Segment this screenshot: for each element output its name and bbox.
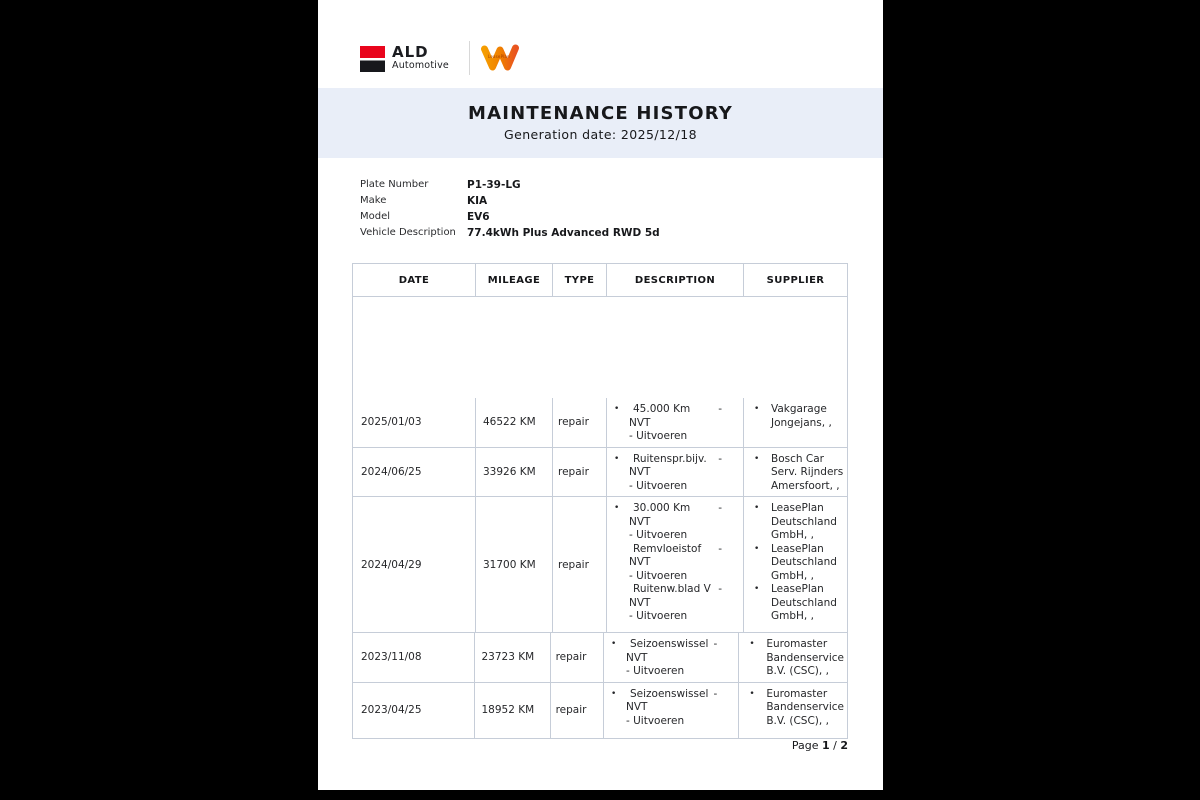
document-header xyxy=(360,41,520,75)
column-header-date: DATE xyxy=(353,264,476,296)
row-date: 2023/04/25 xyxy=(353,683,475,738)
bullet-icon: • xyxy=(754,404,760,414)
description-item-name: 45.000 Km xyxy=(633,403,691,415)
vehicle-field-label: Model xyxy=(360,211,391,222)
row-mileage: 31700 KM xyxy=(476,497,553,632)
page-title: MAINTENANCE HISTORY xyxy=(467,103,734,124)
leaseplan-logo xyxy=(480,42,520,74)
column-header-type: TYPE xyxy=(553,264,607,296)
row-description xyxy=(607,497,744,632)
row-type: repair xyxy=(553,448,607,497)
vehicle-info-row xyxy=(360,177,660,193)
supplier-name: Euromaster Bandenservice B.V. (CSC), , xyxy=(766,687,845,727)
description-line: - Uitvoeren xyxy=(629,569,688,582)
bullet-icon: • xyxy=(614,404,620,414)
row-description xyxy=(607,398,744,447)
description-group xyxy=(611,638,734,679)
row-type: repair xyxy=(551,633,604,682)
description-item-name: Ruitenw.blad V xyxy=(633,583,711,595)
row-description xyxy=(604,683,739,738)
generation-date: Generation date: 2025/12/18 xyxy=(504,127,697,142)
vehicle-field-label: Plate Number xyxy=(360,179,429,190)
description-line xyxy=(629,403,739,417)
description-line: NVT xyxy=(629,596,651,609)
description-line: NVT xyxy=(625,701,648,713)
row-supplier xyxy=(739,683,847,738)
row-date: 2024/06/25 xyxy=(353,448,476,497)
description-line xyxy=(626,688,734,702)
bullet-icon: • xyxy=(754,584,760,594)
description-item-dash: - xyxy=(718,583,722,595)
supplier-name: Vakgarage Jongejans, , xyxy=(771,403,832,429)
description-group xyxy=(614,403,739,444)
description-lines xyxy=(626,688,734,729)
table-row xyxy=(353,632,847,682)
description-item-dash: - xyxy=(713,687,718,700)
row-description xyxy=(604,633,739,682)
row-supplier xyxy=(744,398,847,447)
vehicle-field-label: Vehicle Description xyxy=(360,227,456,238)
supplier-name: LeasePlan Deutschland GmbH, , xyxy=(771,583,837,622)
supplier-item xyxy=(754,583,844,624)
description-line: NVT xyxy=(629,515,651,528)
vehicle-field-label: Make xyxy=(360,195,387,206)
description-line: - Uitvoeren xyxy=(629,610,688,622)
vehicle-field-value: KIA xyxy=(467,195,488,207)
description-line: - Uitvoeren xyxy=(629,430,688,442)
description-item-name: Ruitenspr.bijv. xyxy=(633,452,707,465)
description-item-name: Remvloeistof xyxy=(633,542,702,555)
supplier-item xyxy=(754,453,844,494)
column-header-mileage: MILEAGE xyxy=(476,264,553,296)
bullet-icon: • xyxy=(754,453,760,464)
table-row xyxy=(353,398,847,447)
table-header-row xyxy=(353,264,847,296)
description-line xyxy=(629,502,739,516)
row-type: repair xyxy=(553,398,607,447)
bullet-icon: • xyxy=(610,639,617,649)
vehicle-info-row xyxy=(360,209,660,225)
row-supplier xyxy=(744,497,847,632)
row-type: repair xyxy=(553,497,607,632)
bullet-icon: • xyxy=(754,503,760,513)
row-mileage: 23723 KM xyxy=(475,633,551,682)
ald-logo-text: ALD xyxy=(392,43,429,61)
vehicle-info-row xyxy=(360,193,660,209)
description-item-dash: - xyxy=(718,502,722,514)
description-line: NVT xyxy=(625,651,648,664)
row-description xyxy=(607,448,744,497)
description-item-name: Seizoenswissel xyxy=(629,687,709,700)
description-lines xyxy=(629,453,739,494)
description-group xyxy=(611,688,734,729)
empty-cell xyxy=(353,297,847,398)
table-row xyxy=(353,496,847,632)
row-mileage: 33926 KM xyxy=(476,448,553,497)
current-page: 1 xyxy=(821,739,830,752)
bullet-icon: • xyxy=(610,688,617,699)
bullet-icon: • xyxy=(614,453,620,464)
supplier-item xyxy=(754,502,844,543)
supplier-item xyxy=(754,543,844,584)
page-footer xyxy=(792,739,848,752)
row-mileage: 46522 KM xyxy=(476,398,553,447)
leaseplan-logo-text: LeasePlan xyxy=(487,54,510,59)
description-line: - Uitvoeren xyxy=(625,714,685,727)
description-item-name: Seizoenswissel xyxy=(629,638,709,650)
table-row xyxy=(353,682,847,738)
supplier-item xyxy=(749,688,844,729)
description-line: NVT xyxy=(629,466,651,478)
description-item-dash: - xyxy=(713,638,718,650)
supplier-item xyxy=(749,638,844,679)
row-mileage: 18952 KM xyxy=(475,683,551,738)
description-item-dash: - xyxy=(718,403,722,415)
description-line xyxy=(626,638,734,652)
title-banner xyxy=(318,88,883,158)
table-row xyxy=(353,447,847,497)
ald-square-icon xyxy=(360,46,385,72)
vehicle-field-value: P1-39-LG xyxy=(467,179,521,191)
description-lines xyxy=(629,502,739,624)
table-body xyxy=(353,398,847,738)
description-lines xyxy=(629,403,739,444)
description-line: - Uitvoeren xyxy=(629,479,688,492)
logo-divider xyxy=(469,41,470,75)
description-line xyxy=(629,543,739,557)
maintenance-table xyxy=(352,263,848,739)
description-group xyxy=(614,502,739,624)
supplier-name: LeasePlan Deutschland GmbH, , xyxy=(771,542,837,582)
row-supplier xyxy=(739,633,847,682)
supplier-item xyxy=(754,403,844,430)
bullet-icon: • xyxy=(614,503,620,513)
row-date: 2023/11/08 xyxy=(353,633,475,682)
column-header-supplier: SUPPLIER xyxy=(766,274,825,286)
vehicle-field-value: 77.4kWh Plus Advanced RWD 5d xyxy=(467,227,660,239)
empty-row xyxy=(353,296,847,398)
document-page xyxy=(318,0,883,790)
description-item-name: 30.000 Km xyxy=(633,502,691,514)
total-pages: 2 xyxy=(840,739,848,752)
description-line xyxy=(629,583,739,597)
description-line: - Uitvoeren xyxy=(625,665,685,677)
supplier-name: LeasePlan Deutschland GmbH, , xyxy=(771,502,837,541)
description-line xyxy=(629,453,739,467)
description-lines xyxy=(626,638,734,679)
ald-automotive-logo xyxy=(360,44,449,72)
vehicle-info-row xyxy=(360,225,660,241)
row-date: 2025/01/03 xyxy=(353,398,476,447)
page-label: Page xyxy=(791,739,819,752)
vehicle-info xyxy=(360,177,660,241)
row-date: 2024/04/29 xyxy=(353,497,476,632)
description-line: NVT xyxy=(629,556,651,568)
description-item-dash: - xyxy=(718,542,722,555)
bullet-icon: • xyxy=(749,688,755,699)
ald-logo-subtext: Automotive xyxy=(392,60,449,71)
column-header-description: DESCRIPTION xyxy=(607,264,744,296)
row-supplier xyxy=(744,448,847,497)
supplier-name: Bosch Car Serv. Rijnders Amersfoort, , xyxy=(771,452,844,492)
bullet-icon: • xyxy=(749,639,755,649)
description-group xyxy=(614,453,739,494)
description-line: NVT xyxy=(629,416,651,429)
row-type: repair xyxy=(551,683,604,738)
description-item-dash: - xyxy=(718,452,722,465)
bullet-icon: • xyxy=(754,543,760,554)
page-separator: / xyxy=(833,739,837,752)
supplier-name: Euromaster Bandenservice B.V. (CSC), , xyxy=(766,638,845,677)
vehicle-field-value: EV6 xyxy=(467,211,490,223)
description-line: - Uitvoeren xyxy=(629,529,688,541)
